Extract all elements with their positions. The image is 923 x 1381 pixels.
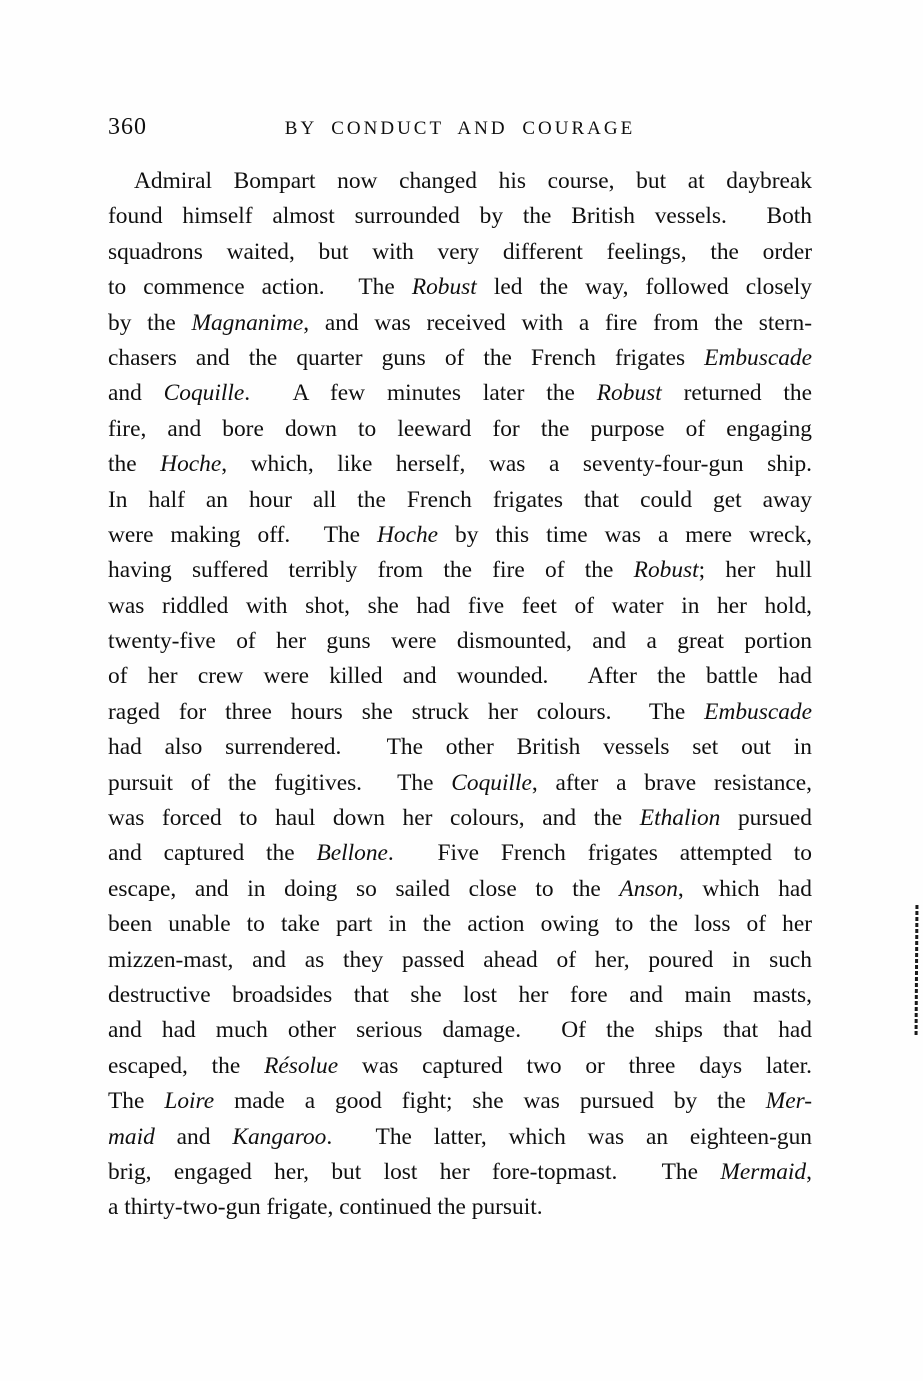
text-segment: mizzen-mast, and as they passed ahead of her, poured in such <box>108 946 812 973</box>
text-segment: pursuit of the fugitives. The <box>108 769 452 796</box>
text-segment: , after a brave resistance, <box>531 769 812 796</box>
text-line <box>108 659 812 694</box>
text-segment: fire, and bore down to leeward for the purpose of engaging <box>108 415 812 442</box>
text-segment: escaped, the <box>108 1052 265 1079</box>
text-segment: by this time was a mere wreck, <box>438 521 812 548</box>
text-segment: having suffered terribly from the fire of the <box>108 557 634 584</box>
text-segment: found himself almost surrounded by the British vessels. Both <box>108 203 812 230</box>
ship-name-italic: Coquille <box>451 769 532 796</box>
text-segment: chasers and the quarter guns of the French frigates <box>108 344 705 371</box>
text-line <box>108 801 812 836</box>
text-segment: was riddled with shot, she had five feet of water in her hold, <box>108 592 812 619</box>
text-segment: , and was received with a fire from the stern- <box>303 309 812 336</box>
text-line <box>108 1013 812 1048</box>
ship-name-italic: Embuscade <box>704 698 812 725</box>
text-segment: returned the <box>661 380 812 407</box>
text-line <box>108 518 812 553</box>
text-segment: , which had <box>677 875 812 902</box>
running-title: BY CONDUCT AND COURAGE <box>284 118 636 139</box>
text-segment: was captured two or three days later. <box>338 1052 812 1079</box>
body-text <box>108 164 812 1226</box>
text-segment: The <box>108 1088 165 1115</box>
text-line <box>108 1190 812 1225</box>
ship-name-italic: Magnanime <box>191 309 304 336</box>
text-line <box>108 766 812 801</box>
text-segment: and captured the <box>108 840 317 867</box>
text-line <box>108 235 812 270</box>
scan-edge-artifact <box>915 905 919 1037</box>
text-line <box>108 164 812 199</box>
text-line <box>108 447 812 482</box>
text-segment: pursued <box>720 805 813 832</box>
text-line <box>108 943 812 978</box>
ship-name-italic: Embuscade <box>704 344 812 371</box>
text-segment: . A few minutes later the <box>244 380 597 407</box>
text-segment: twenty-five of her guns were dismounted, and a great portion <box>108 628 812 655</box>
text-segment: escape, and in doing so sailed close to the <box>108 875 620 902</box>
page-header <box>108 114 812 144</box>
ship-name-italic: Mer- <box>765 1088 813 1115</box>
text-segment: been unable to take part in the action owing to the loss of her <box>108 911 812 938</box>
text-line <box>108 978 812 1013</box>
text-line <box>108 553 812 588</box>
text-segment: of her crew were killed and wounded. After the battle had <box>108 663 812 690</box>
text-segment: . The latter, which was an eighteen-gun <box>326 1123 813 1150</box>
ship-name-italic: Hoche <box>160 451 222 478</box>
ship-name-italic: Anson <box>619 875 678 902</box>
text-line <box>108 1155 812 1190</box>
text-segment: brig, engaged her, but lost her fore-topmast. The <box>108 1158 721 1185</box>
text-segment: were making off. The <box>108 521 378 548</box>
text-segment: to commence action. The <box>108 274 412 301</box>
text-segment: . Five French frigates attempted to <box>387 840 812 867</box>
text-line <box>108 695 812 730</box>
text-line <box>108 376 812 411</box>
ship-name-italic: Résolue <box>264 1052 339 1079</box>
text-line <box>108 270 812 305</box>
text-segment: led the way, followed closely <box>476 274 813 301</box>
ship-name-italic: Kangaroo <box>232 1123 327 1150</box>
ship-name-italic: Ethalion <box>639 805 721 832</box>
text-segment: Admiral Bompart now changed his course, but at daybreak <box>134 168 812 194</box>
text-segment: , which, like herself, was a seventy-four-gun ship. <box>221 451 812 478</box>
text-line <box>108 589 812 624</box>
text-line <box>108 907 812 942</box>
text-segment: and <box>154 1123 233 1150</box>
text-segment: was forced to haul down her colours, and the <box>108 805 640 832</box>
text-segment: destructive broadsides that she lost her fore and main masts, <box>108 981 812 1008</box>
page-number: 360 <box>108 114 147 140</box>
ship-name-italic: Robust <box>633 557 699 584</box>
text-segment: by the <box>108 309 192 336</box>
text-segment: a thirty-two-gun frigate, continued the pursuit. <box>108 1194 543 1221</box>
text-segment: made a good fight; she was pursued by the <box>214 1088 766 1115</box>
text-line <box>108 624 812 659</box>
text-segment: and had much other serious damage. Of the ships that had <box>108 1017 812 1044</box>
text-segment: ; her hull <box>698 557 812 584</box>
ship-name-italic: Robust <box>596 380 662 407</box>
text-line <box>108 306 812 341</box>
text-line <box>108 730 812 765</box>
text-segment: had also surrendered. The other British vessels set out in <box>108 734 812 761</box>
ship-name-italic: Coquille <box>163 380 245 407</box>
text-segment: , <box>806 1158 812 1185</box>
text-line <box>108 872 812 907</box>
text-line <box>108 483 812 518</box>
text-line <box>108 199 812 234</box>
ship-name-italic: Loire <box>164 1088 215 1115</box>
ship-name-italic: maid <box>108 1123 155 1150</box>
text-line <box>108 341 812 376</box>
ship-name-italic: Mermaid <box>720 1158 807 1185</box>
text-line <box>108 836 812 871</box>
ship-name-italic: Bellone <box>316 840 388 867</box>
text-segment: raged for three hours she struck her colours. The <box>108 698 705 725</box>
text-segment: the <box>108 451 161 478</box>
text-line <box>108 412 812 447</box>
text-segment: and <box>108 380 164 407</box>
text-line <box>108 1084 812 1119</box>
text-line <box>108 1049 812 1084</box>
ship-name-italic: Robust <box>411 274 477 301</box>
text-segment: In half an hour all the French frigates that could get away <box>108 486 812 513</box>
text-line <box>108 1120 812 1155</box>
text-segment: squadrons waited, but with very different feelings, the order <box>108 238 812 265</box>
ship-name-italic: Hoche <box>377 521 439 548</box>
